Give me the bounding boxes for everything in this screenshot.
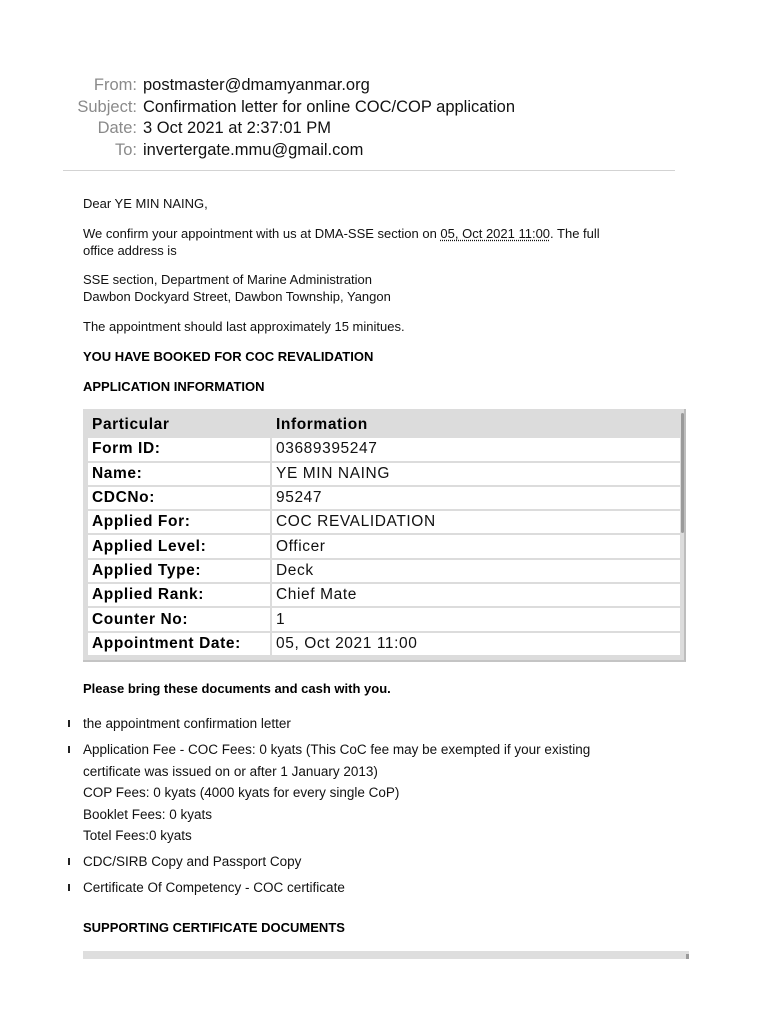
to-label: To: bbox=[114, 140, 137, 159]
row-label: Form ID: bbox=[88, 438, 270, 460]
table-row bbox=[88, 633, 680, 655]
confirm-text-after: . The full bbox=[550, 226, 600, 241]
confirm-paragraph-line1 bbox=[83, 225, 600, 242]
greeting: Dear YE MIN NAING, bbox=[83, 196, 208, 211]
list-item-coc-certificate bbox=[83, 877, 345, 899]
subject-label: Subject: bbox=[77, 97, 137, 116]
subject-row bbox=[0, 97, 768, 119]
fee-line-4: Booklet Fees: 0 kyats bbox=[83, 806, 213, 822]
table-row bbox=[88, 535, 680, 557]
table-row bbox=[88, 584, 680, 606]
row-label: Applied Level: bbox=[88, 535, 270, 557]
table-row bbox=[88, 511, 680, 533]
address-line-1: SSE section, Department of Marine Administration bbox=[83, 272, 373, 287]
date-label: Date: bbox=[97, 119, 137, 137]
fee-line-5: Totel Fees:0 kyats bbox=[83, 828, 192, 843]
application-info-table bbox=[88, 412, 680, 657]
table-row bbox=[88, 463, 680, 485]
mail-header bbox=[0, 75, 768, 161]
bullet-icon bbox=[68, 884, 70, 891]
list-item-text: the appointment confirmation letter bbox=[83, 716, 291, 731]
address-line-2: Dawbon Dockyard Street, Dawbon Township, Yangon bbox=[83, 289, 391, 304]
bullet-icon bbox=[68, 858, 70, 865]
table-row bbox=[88, 487, 680, 509]
date-row bbox=[0, 118, 768, 140]
header-information: Information bbox=[270, 414, 680, 436]
row-label: Applied For: bbox=[88, 511, 270, 533]
to-row bbox=[0, 140, 768, 162]
bullet-icon bbox=[68, 746, 70, 753]
row-label: Counter No: bbox=[88, 608, 270, 630]
confirm-paragraph-line2: office address is bbox=[83, 243, 177, 258]
fee-line-3: COP Fees: 0 kyats (4000 kyats for every single CoP) bbox=[83, 785, 400, 800]
to-address[interactable]: invertergate.mmu@gmail.com bbox=[143, 140, 364, 159]
from-row bbox=[0, 75, 768, 97]
row-value: 95247 bbox=[270, 487, 680, 509]
application-info-heading: APPLICATION INFORMATION bbox=[83, 379, 265, 394]
fee-line-2: certificate was issued on or after 1 January 2013) bbox=[83, 763, 378, 779]
date-text: 3 Oct 2021 at 2:37:01 PM bbox=[143, 119, 332, 137]
row-label: Appointment Date: bbox=[88, 633, 270, 655]
application-info-table-container bbox=[83, 409, 686, 662]
row-value: Chief Mate bbox=[270, 584, 680, 606]
supporting-documents-table-top bbox=[83, 951, 689, 959]
confirm-text-before: We confirm your appointment with us at DMA-SSE section on bbox=[83, 226, 441, 241]
list-item-application-fee bbox=[83, 739, 590, 847]
list-item-confirmation-letter bbox=[83, 713, 291, 735]
table-scrollbar[interactable] bbox=[681, 413, 684, 533]
bullet-icon bbox=[68, 720, 70, 727]
duration-text: The appointment should last approximately 15 minitues. bbox=[83, 319, 405, 334]
row-value: YE MIN NAING bbox=[270, 463, 680, 485]
row-label: Applied Rank: bbox=[88, 584, 270, 606]
list-item-text: CDC/SIRB Copy and Passport Copy bbox=[83, 854, 302, 869]
row-label: Name: bbox=[88, 463, 270, 485]
table-row bbox=[88, 438, 680, 460]
row-value: COC REVALIDATION bbox=[270, 511, 680, 533]
header-particular: Particular bbox=[88, 414, 270, 436]
row-value: Officer bbox=[270, 535, 680, 557]
table-header-row bbox=[88, 414, 680, 436]
subject-text: Confirmation letter for online COC/COP application bbox=[143, 97, 516, 116]
appointment-date-link[interactable]: 05, Oct 2021 11:00 bbox=[440, 226, 551, 241]
fee-line-1: Application Fee - COC Fees: 0 kyats (This CoC fee may be exempted if your existing bbox=[83, 742, 591, 757]
row-label: CDCNo: bbox=[88, 487, 270, 509]
from-label: From: bbox=[93, 76, 137, 94]
table-row bbox=[88, 608, 680, 630]
row-value: 1 bbox=[270, 608, 680, 630]
row-value: 05, Oct 2021 11:00 bbox=[270, 633, 680, 655]
supporting-documents-heading: SUPPORTING CERTIFICATE DOCUMENTS bbox=[83, 920, 345, 935]
from-address[interactable]: postmaster@dmamyanmar.org bbox=[143, 76, 370, 94]
row-value: 03689395247 bbox=[270, 438, 680, 460]
booked-heading: YOU HAVE BOOKED FOR COC REVALIDATION bbox=[83, 349, 374, 364]
list-item-cdc-passport bbox=[83, 851, 301, 873]
header-divider bbox=[63, 170, 675, 171]
list-item-text: Certificate Of Competency - COC certificate bbox=[83, 880, 345, 895]
row-label: Applied Type: bbox=[88, 560, 270, 582]
row-value: Deck bbox=[270, 560, 680, 582]
bring-documents-heading: Please bring these documents and cash with you. bbox=[83, 681, 391, 696]
table-row bbox=[88, 560, 680, 582]
